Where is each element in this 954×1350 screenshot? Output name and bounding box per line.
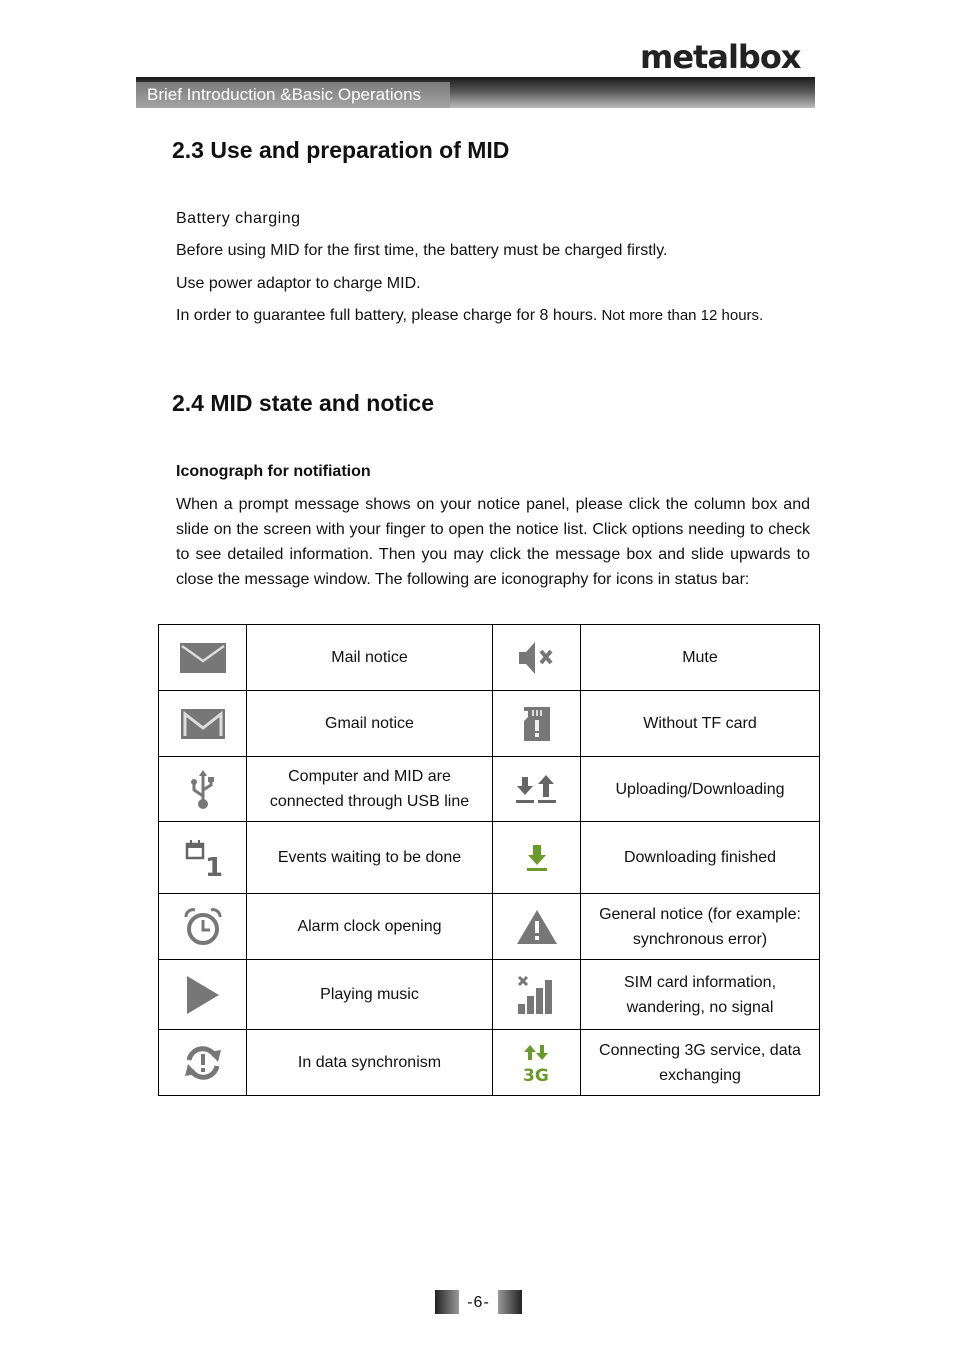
icon-cell	[493, 757, 581, 822]
sec23-line1: Before using MID for the first time, the battery must be charged firstly.	[176, 242, 668, 259]
svg-text:3G: 3G	[522, 1065, 549, 1086]
icon-description: Events waiting to be done	[247, 822, 493, 894]
icon-cell	[493, 960, 581, 1030]
metalbox-logo	[640, 40, 810, 74]
icon-cell	[159, 894, 247, 960]
icon-description: Mail notice	[247, 625, 493, 691]
3g-data-icon	[522, 1043, 552, 1086]
table-row	[159, 960, 820, 1030]
section-2-3-title: 2.3 Use and preparation of MID	[172, 137, 510, 163]
sec24-body: When a prompt message shows on your notice panel, please click the column box and slide on the screen with your finger to open the notice list. Click options needing to check to see detailed information. Then you may click the message box and slide upwards to close the message window. The following are iconography for icons in status bar:	[176, 496, 810, 588]
icon-description: Without TF card	[581, 691, 820, 757]
sd-card-alert-icon	[522, 705, 552, 743]
icon-table	[158, 624, 820, 1096]
play-icon	[184, 973, 222, 1017]
table-row	[159, 894, 820, 960]
icon-cell	[493, 822, 581, 894]
svg-text:1: 1	[204, 852, 223, 883]
icon-cell	[159, 1030, 247, 1096]
usb-icon	[188, 768, 218, 810]
table-row	[159, 691, 820, 757]
no-signal-icon	[516, 974, 558, 1016]
sync-icon	[181, 1044, 225, 1082]
icon-description: Connecting 3G service, data exchanging	[581, 1030, 820, 1096]
calendar-event-icon	[185, 838, 223, 883]
header-section-label: Brief Introduction &Basic Operations	[136, 82, 450, 108]
icon-cell	[159, 960, 247, 1030]
gmail-icon	[180, 708, 226, 740]
icon-cell	[493, 1030, 581, 1096]
mail-icon	[179, 641, 227, 675]
icon-cell	[159, 691, 247, 757]
icon-description: General notice (for example: synchronous error)	[581, 894, 820, 960]
sec23-line2: Use power adaptor to charge MID.	[176, 275, 421, 292]
upload-download-icon	[515, 773, 559, 805]
icon-description: Uploading/Downloading	[581, 757, 820, 822]
footer-right-block	[498, 1290, 522, 1314]
page-number: -6-	[467, 1294, 490, 1311]
icon-cell	[493, 691, 581, 757]
table-row	[159, 1030, 820, 1096]
icon-description: Alarm clock opening	[247, 894, 493, 960]
table-row	[159, 757, 820, 822]
icon-cell	[493, 625, 581, 691]
icon-cell	[493, 894, 581, 960]
battery-charging-label: Battery charging	[176, 210, 301, 227]
icon-description: SIM card information, wandering, no signal	[581, 960, 820, 1030]
icon-description: Downloading finished	[581, 822, 820, 894]
alarm-clock-icon	[183, 907, 223, 947]
table-row	[159, 822, 820, 894]
warning-icon	[515, 908, 559, 946]
footer-left-block	[435, 1290, 459, 1314]
icon-description: Mute	[581, 625, 820, 691]
sec23-line3: In order to guarantee full battery, please charge for 8 hours. Not more than 12 hours.	[176, 307, 764, 324]
page-number-badge	[435, 1290, 522, 1314]
mute-icon	[515, 638, 559, 678]
icon-description: In data synchronism	[247, 1030, 493, 1096]
iconograph-label: Iconograph for notifiation	[176, 463, 371, 480]
svg-text:metalbox: metalbox	[640, 38, 801, 76]
icon-cell	[159, 625, 247, 691]
section-2-4-title: 2.4 MID state and notice	[172, 390, 435, 416]
icon-cell	[159, 757, 247, 822]
icon-description: Computer and MID are connected through USB line	[247, 757, 493, 822]
icon-description: Playing music	[247, 960, 493, 1030]
icon-cell	[159, 822, 247, 894]
download-done-icon	[526, 843, 548, 873]
icon-description: Gmail notice	[247, 691, 493, 757]
table-row	[159, 625, 820, 691]
